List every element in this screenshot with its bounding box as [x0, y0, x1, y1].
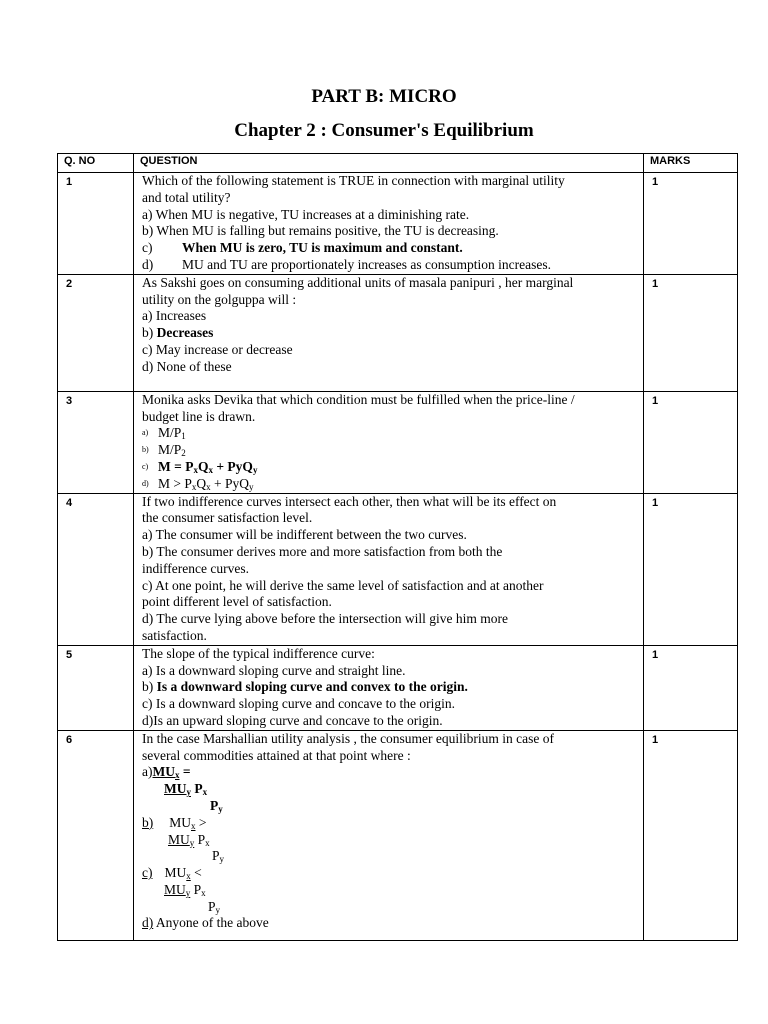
question-stem: Monika asks Devika that which condition must be fulfilled when the price-line / — [142, 391, 575, 407]
option-d — [142, 476, 643, 493]
question-number: 4 — [58, 493, 134, 645]
formula-part: MU — [164, 881, 186, 897]
question-number: 5 — [58, 645, 134, 730]
option-c: point different level of satisfaction. — [142, 594, 332, 610]
formula-subscript: y — [252, 464, 258, 475]
formula-part: > — [170, 475, 185, 491]
formula-part: MU — [152, 764, 175, 780]
formula-part: Py — [225, 475, 240, 491]
option-c — [142, 865, 643, 882]
question-number: 1 — [58, 173, 134, 275]
question-text — [134, 645, 644, 730]
question-table — [57, 153, 738, 941]
formula-part: MU — [169, 814, 192, 830]
option-label: d) — [142, 256, 154, 272]
option-b — [142, 442, 643, 459]
option-a-formula — [142, 798, 643, 815]
header-qno: Q. NO — [58, 154, 134, 173]
option-label: d) — [142, 478, 149, 488]
formula-subscript: x — [175, 770, 180, 781]
formula-part: P — [212, 848, 220, 864]
formula-subscript: x — [208, 464, 213, 475]
question-stem: the consumer satisfaction level. — [142, 510, 313, 526]
formula-part: P — [210, 797, 219, 813]
formula-subscript: y — [185, 887, 191, 898]
formula-subscript: y — [215, 904, 221, 915]
question-number: 2 — [58, 274, 134, 391]
formula-subscript: y — [186, 787, 191, 798]
question-marks: 1 — [644, 493, 738, 645]
formula-subscript: x — [193, 464, 198, 475]
question-stem: utility on the golguppa will : — [142, 291, 297, 307]
formula-part: = — [170, 458, 186, 474]
table-row — [58, 274, 738, 391]
formula-part: Q — [197, 458, 209, 474]
option-label: b) — [142, 814, 154, 830]
formula-subscript: x — [206, 481, 211, 492]
part-title: PART B: MICRO — [311, 86, 457, 107]
question-number: 6 — [58, 730, 134, 940]
question-marks: 1 — [644, 274, 738, 391]
question-text — [134, 493, 644, 645]
option-text: Is a downward sloping curve and convex to the origin. — [156, 679, 468, 695]
formula-part: P — [173, 442, 182, 458]
table-row — [58, 391, 738, 493]
formula-part: P — [197, 831, 206, 847]
option-b: b) When MU is falling but remains positive, the TU is decreasing. — [142, 223, 499, 239]
question-stem: Which of the following statement is TRUE in connection with marginal utility — [142, 173, 565, 188]
question-text — [134, 173, 644, 275]
formula-part: P — [208, 898, 216, 914]
option-a: a) Increases — [142, 308, 207, 324]
formula-part: P — [173, 425, 182, 441]
header-question: QUESTION — [134, 154, 644, 173]
question-number: 3 — [58, 391, 134, 493]
formula-part: = — [179, 764, 191, 780]
question-text — [134, 391, 644, 493]
formula-part: + — [212, 458, 228, 474]
question-marks: 1 — [644, 645, 738, 730]
formula-subscript: 1 — [181, 431, 186, 442]
option-d — [142, 257, 643, 274]
option-label: b) — [142, 679, 157, 695]
formula-subscript: x — [205, 837, 210, 848]
question-marks: 1 — [644, 391, 738, 493]
option-label: b) — [142, 325, 157, 341]
question-stem: and total utility? — [142, 189, 231, 205]
option-c-formula — [142, 882, 643, 899]
formula-part: / — [170, 425, 174, 441]
formula-subscript: x — [202, 787, 208, 798]
formula-part: M — [158, 458, 171, 474]
option-d: d) None of these — [142, 358, 232, 374]
formula-part: P — [185, 458, 194, 474]
option-label: c) — [142, 865, 153, 881]
option-c — [142, 459, 643, 476]
option-c — [142, 240, 643, 257]
question-text — [134, 730, 644, 940]
formula-part: M — [158, 425, 171, 441]
option-text: Anyone of the above — [153, 915, 269, 931]
formula-part: / — [170, 442, 174, 458]
formula-subscript: y — [249, 481, 254, 492]
formula-part: < — [190, 865, 202, 881]
formula-part: Q — [242, 458, 253, 474]
option-label: b) — [142, 445, 149, 455]
option-text: Decreases — [156, 325, 214, 341]
table-row — [58, 645, 738, 730]
option-label: d) — [142, 915, 154, 931]
option-b: b) The consumer derives more and more satisfaction from both the — [142, 543, 503, 559]
formula-part: P — [194, 781, 203, 797]
option-d: d) The curve lying above before the intersection will give him more — [142, 611, 509, 627]
formula-subscript: y — [189, 837, 195, 848]
option-a-formula — [142, 781, 643, 798]
option-d — [142, 915, 643, 932]
question-stem: If two indifference curves intersect each other, then what will be its effect on — [142, 493, 557, 509]
question-stem: budget line is drawn. — [142, 408, 256, 424]
question-marks: 1 — [644, 173, 738, 275]
formula-part: MU — [168, 831, 190, 847]
formula-subscript: x — [201, 887, 206, 898]
option-a: a) Is a downward sloping curve and straight line. — [142, 662, 406, 678]
header-marks: MARKS — [644, 154, 738, 173]
formula-part: Q — [239, 475, 250, 491]
formula-part: Py — [227, 458, 243, 474]
formula-part: MU — [164, 781, 187, 797]
formula-part: M — [158, 475, 171, 491]
option-a: a) When MU is negative, TU increases at a diminishing rate. — [142, 206, 470, 222]
option-a — [142, 425, 643, 442]
option-b: indifference curves. — [142, 560, 249, 576]
table-header-row — [58, 154, 738, 173]
option-label: c) — [142, 461, 149, 471]
option-b — [142, 679, 643, 696]
option-b — [142, 325, 643, 342]
formula-part: MU — [164, 865, 187, 881]
option-c-formula — [142, 899, 643, 916]
formula-part: Q — [196, 475, 207, 491]
option-d: d)Is an upward sloping curve and concave to the origin. — [142, 712, 443, 728]
option-a: a) The consumer will be indifferent between the two curves. — [142, 527, 467, 543]
formula-part: P — [184, 475, 192, 491]
option-text: MU and TU are proportionately increases as consumption increases. — [182, 256, 552, 272]
option-d: satisfaction. — [142, 627, 207, 643]
option-label: a) — [142, 428, 149, 438]
option-c: c) Is a downward sloping curve and concave to the origin. — [142, 696, 456, 712]
formula-part: M — [158, 442, 171, 458]
formula-part: P — [193, 881, 202, 897]
formula-subscript: 2 — [181, 448, 186, 459]
option-b-formula — [142, 848, 643, 865]
option-b-formula — [142, 832, 643, 849]
option-text: When MU is zero, TU is maximum and constant. — [182, 240, 463, 256]
formula-subscript: y — [219, 854, 225, 865]
table-row — [58, 493, 738, 645]
question-marks: 1 — [644, 730, 738, 940]
formula-subscript: x — [186, 871, 191, 882]
chapter-title: Chapter 2 : Consumer's Equilibrium — [234, 120, 534, 141]
option-c: c) May increase or decrease — [142, 341, 293, 357]
table-row — [58, 173, 738, 275]
formula-subscript: y — [218, 803, 223, 814]
question-stem: several commodities attained at that point where : — [142, 747, 411, 763]
option-a — [142, 764, 643, 781]
question-stem: As Sakshi goes on consuming additional units of masala panipuri , her marginal — [142, 274, 574, 290]
option-c: c) At one point, he will derive the same level of satisfaction and at another — [142, 577, 544, 593]
option-label: a) — [142, 764, 153, 780]
question-text — [134, 274, 644, 391]
option-label: c) — [142, 240, 153, 256]
formula-part: > — [195, 814, 207, 830]
formula-subscript: x — [191, 481, 197, 492]
formula-part: + — [210, 475, 226, 491]
table-row — [58, 730, 738, 940]
option-b — [142, 815, 643, 832]
question-stem: The slope of the typical indifference curve: — [142, 645, 375, 661]
question-stem: In the case Marshallian utility analysis , the consumer equilibrium in case of — [142, 730, 555, 746]
formula-subscript: x — [191, 820, 196, 831]
